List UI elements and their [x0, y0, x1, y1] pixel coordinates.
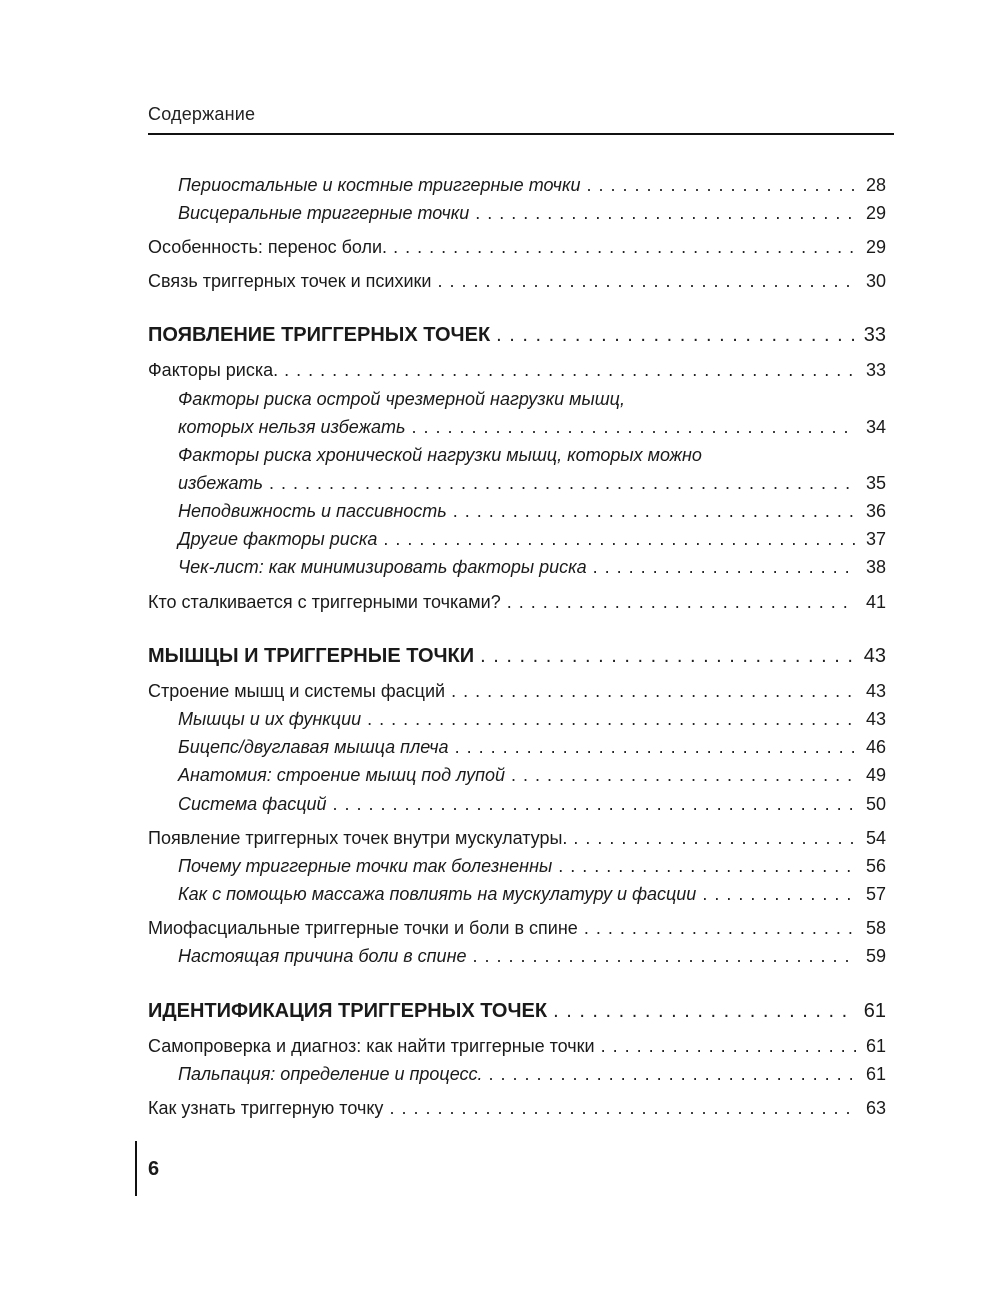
- toc-entry-page: 36: [865, 501, 886, 521]
- dot-leader: [367, 707, 856, 731]
- dot-leader: [333, 792, 856, 816]
- toc-entry-page: 43: [865, 681, 886, 701]
- toc-entry-page: 57: [865, 884, 886, 904]
- dot-leader: [411, 415, 856, 439]
- toc-entry-page: 28: [865, 175, 886, 195]
- toc-entry: [178, 792, 886, 816]
- dot-leader: [269, 471, 856, 495]
- toc-entry-title: Строение мышц и системы фасций: [148, 681, 446, 701]
- header-rule: [148, 133, 894, 135]
- toc-entry: [178, 201, 886, 225]
- toc-entry-title: избежать: [178, 473, 263, 493]
- toc-entry-page: 41: [865, 592, 886, 612]
- toc-entry-page: 61: [865, 1064, 886, 1084]
- toc-entry-title: Мышцы и их функции: [178, 709, 362, 729]
- toc-entry-title: Другие факторы риска: [178, 529, 378, 549]
- dot-leader: [507, 590, 856, 614]
- dot-leader: [601, 1034, 856, 1058]
- dot-leader: [451, 679, 856, 703]
- toc-entry-page: 38: [865, 557, 886, 577]
- toc-entry-page: 46: [865, 737, 886, 757]
- toc-entry-title: Миофасциальные триггерные точки и боли в спине: [148, 918, 578, 938]
- toc-entry-title: Появление триггерных точек внутри мускулатуры.: [148, 828, 568, 848]
- toc-chapter-title: ИДЕНТИФИКАЦИЯ ТРИГГЕРНЫХ ТОЧЕК: [148, 1000, 548, 1022]
- dot-leader: [558, 854, 856, 878]
- toc-entry-page: 35: [865, 473, 886, 493]
- dot-leader: [553, 999, 856, 1023]
- toc-entry-page: 63: [865, 1098, 886, 1118]
- toc-entry-page: 49: [865, 765, 886, 785]
- dot-leader: [573, 826, 856, 850]
- toc-entry: [178, 944, 886, 968]
- toc-entry-title: Как узнать триггерную точку: [148, 1098, 384, 1118]
- toc-entry: [178, 763, 886, 787]
- toc-entry-page: 59: [865, 946, 886, 966]
- toc-chapter-page: 43: [863, 645, 886, 667]
- toc-entry-page: 33: [865, 360, 886, 380]
- toc-entry-title: Висцеральные триггерные точки: [178, 203, 470, 223]
- toc-entry: [178, 1062, 886, 1086]
- toc-entry-title: Связь триггерных точек и психики: [148, 271, 432, 291]
- toc-entry: [148, 269, 886, 293]
- toc-entry: [178, 499, 886, 523]
- toc-entry: [178, 471, 886, 495]
- page-number: 6: [148, 1158, 160, 1180]
- dot-leader: [472, 944, 856, 968]
- toc-entry-title: Периостальные и костные триггерные точки: [178, 175, 581, 195]
- toc-entry-title: Особенность: перенос боли.: [148, 237, 388, 257]
- toc-chapter-title: ПОЯВЛЕНИЕ ТРИГГЕРНЫХ ТОЧЕК: [148, 324, 491, 346]
- toc-entry-title: Чек-лист: как минимизировать факторы риска: [178, 557, 587, 577]
- dot-leader: [453, 499, 856, 523]
- toc-entry-title-line1: Факторы риска острой чрезмерной нагрузки мышц,: [178, 389, 625, 409]
- dot-leader: [437, 269, 856, 293]
- toc-entry-page: 29: [865, 203, 886, 223]
- toc-entry-page: 61: [865, 1036, 886, 1056]
- dot-leader: [496, 323, 856, 347]
- dot-leader: [584, 916, 856, 940]
- toc-entry: [178, 707, 886, 731]
- dot-leader: [511, 763, 856, 787]
- toc-entry-page: 34: [865, 417, 886, 437]
- toc-entry: [178, 555, 886, 579]
- toc-entry: [178, 527, 886, 551]
- toc-entry-title: Кто сталкивается с триггерными точками?: [148, 592, 501, 612]
- toc-entry: [178, 415, 886, 439]
- toc-entry: [178, 173, 886, 197]
- toc-entry-page: 50: [865, 794, 886, 814]
- toc-entry-title-line1: Факторы риска хронической нагрузки мышц, которых можно: [178, 445, 702, 465]
- dot-leader: [480, 644, 856, 668]
- toc-entry-page: 54: [865, 828, 886, 848]
- toc-entry-title: Факторы риска.: [148, 360, 279, 380]
- toc-chapter-title: МЫШЦЫ И ТРИГГЕРНЫЕ ТОЧКИ: [148, 645, 475, 667]
- toc-entry: [148, 1034, 886, 1058]
- toc-entry-page: 30: [865, 271, 886, 291]
- dot-leader: [393, 235, 856, 259]
- toc-entry-page: 56: [865, 856, 886, 876]
- toc-entry: [148, 1096, 886, 1120]
- running-header: Содержание: [148, 104, 256, 124]
- dot-leader: [702, 882, 856, 906]
- toc-chapter: [148, 323, 886, 347]
- toc-chapter-page: 33: [863, 324, 886, 346]
- toc-entry-page: 29: [865, 237, 886, 257]
- toc-entry-page: 37: [865, 529, 886, 549]
- toc-chapter: [148, 999, 886, 1023]
- toc-entry-title: Настоящая причина боли в спине: [178, 946, 467, 966]
- dot-leader: [389, 1096, 856, 1120]
- toc-entry: [178, 882, 886, 906]
- toc-entry-title: Как с помощью массажа повлиять на мускулатуру и фасции: [178, 884, 697, 904]
- toc-entry-title: Самопроверка и диагноз: как найти триггерные точки: [148, 1036, 595, 1056]
- dot-leader: [593, 555, 856, 579]
- toc-entry: [148, 590, 886, 614]
- toc-entry: [148, 679, 886, 703]
- dot-leader: [489, 1062, 856, 1086]
- toc-entry-title: которых нельзя избежать: [178, 417, 406, 437]
- toc-entry: [148, 358, 886, 382]
- toc-entry: [178, 735, 886, 759]
- page-number-bar: [135, 1141, 137, 1196]
- toc-chapter-page: 61: [863, 1000, 886, 1022]
- toc-entry-title: Анатомия: строение мышц под лупой: [178, 765, 506, 785]
- toc-entry-page: 43: [865, 709, 886, 729]
- toc-entry: [178, 854, 886, 878]
- toc-entry: [148, 826, 886, 850]
- dot-leader: [284, 358, 856, 382]
- dot-leader: [383, 527, 856, 551]
- toc-entry: [148, 235, 886, 259]
- toc-entry: [148, 916, 886, 940]
- toc-entry-title: Система фасций: [178, 794, 327, 814]
- toc-chapter: [148, 644, 886, 668]
- toc-entry-title: Почему триггерные точки так болезненны: [178, 856, 553, 876]
- toc-entry-title: Пальпация: определение и процесс.: [178, 1064, 483, 1084]
- dot-leader: [587, 173, 856, 197]
- toc-entry-title: Неподвижность и пассивность: [178, 501, 447, 521]
- dot-leader: [455, 735, 856, 759]
- toc-entry-page: 58: [865, 918, 886, 938]
- dot-leader: [475, 201, 856, 225]
- toc-entry-title: Бицепс/двуглавая мышца плеча: [178, 737, 449, 757]
